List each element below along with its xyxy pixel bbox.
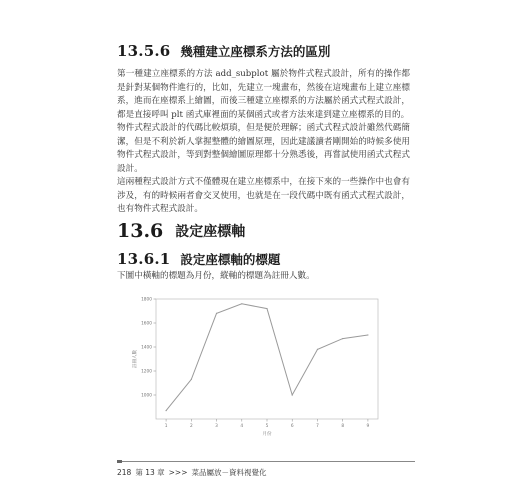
plot-area-frame (156, 299, 378, 419)
section-title: 幾種建立座標系方法的區別 (180, 44, 331, 59)
y-axis-label: 註冊人數 (133, 350, 138, 368)
data-point (342, 338, 343, 339)
paragraph-3: 這兩種程式設計方式不僅體現在建立座標系中，在接下來的一些操作中也會有涉及，有的時候兩者會交叉使用，也就是在一段代碼中既有函式式程式設計，也有物件式程式設計。 (117, 177, 410, 215)
section-heading-13-5-6 (117, 41, 417, 61)
section-number: 13.6.1 (117, 250, 171, 268)
section-heading-13-6 (117, 218, 245, 244)
section-heading-13-6-1 (117, 249, 417, 269)
x-tick-label: 4 (240, 424, 244, 429)
chapter-title: 菜品屬放－資料視覺化 (191, 467, 267, 477)
section-title: 設定座標軸 (175, 224, 246, 240)
data-point (165, 410, 166, 411)
data-point (367, 334, 368, 335)
y-tick-label: 1000 (141, 393, 152, 399)
x-tick-label: 2 (189, 424, 193, 429)
x-tick-label: 6 (290, 424, 294, 429)
chapter-label: 第 13 章 (135, 467, 165, 477)
section-number: 13.5.6 (117, 42, 171, 60)
data-point (317, 349, 318, 350)
x-tick-label: 1 (164, 424, 168, 429)
x-axis-label: 月份 (262, 432, 272, 437)
data-point (266, 308, 267, 309)
series-line (166, 304, 368, 411)
figure-caption: 下圖中橫軸的標題為月份，縱軸的標題為註冊人數。 (117, 271, 315, 281)
x-tick-label: 5 (265, 424, 269, 429)
section-title: 設定座標軸的標題 (180, 252, 281, 267)
data-point (191, 379, 192, 380)
x-tick-label: 8 (341, 424, 345, 429)
page-number: 218 (117, 467, 132, 477)
footer-separator: >>> (168, 467, 188, 477)
y-tick-label: 1800 (141, 297, 152, 303)
page-footer (117, 466, 271, 478)
paragraph-2: 物件式程式設計的代碼比較煩瑣，但是便於理解；函式式程式設計雖然代碼簡潔，但是不利於新人掌握整體的繪圖原理，因此建議讀者剛開始的時候多使用物件式程式設計，等到對整個繪圖原理都十分熟悉後，再嘗試使用函式式程式設計。 (117, 123, 410, 174)
line-chart (128, 295, 386, 439)
data-point (216, 313, 217, 314)
y-tick-label: 1200 (141, 369, 152, 375)
section-number: 13.6 (117, 220, 164, 242)
data-point (241, 303, 242, 304)
data-point (292, 394, 293, 395)
footer-rule (117, 461, 415, 462)
y-tick-label: 1400 (141, 345, 152, 351)
x-tick-label: 7 (316, 424, 319, 429)
paragraph-1: 第一種建立座標系的方法 add_subplot 屬於物件式程式設計，所有的操作都是針對某個物件進行的，比如，先建立一塊畫布，然後在這塊畫布上建立座標系，進而在座標系上繪圖，而後三種建立座標系的方法屬於函式式程式設計，都是直接呼叫 plt 函式庫裡面的某個函式或者方法來達到建立座標系的目的。 (117, 69, 410, 120)
line-chart-svg (128, 295, 386, 439)
x-tick-label: 3 (215, 424, 218, 429)
y-tick-label: 1600 (141, 321, 152, 327)
x-tick-label: 9 (366, 424, 370, 429)
